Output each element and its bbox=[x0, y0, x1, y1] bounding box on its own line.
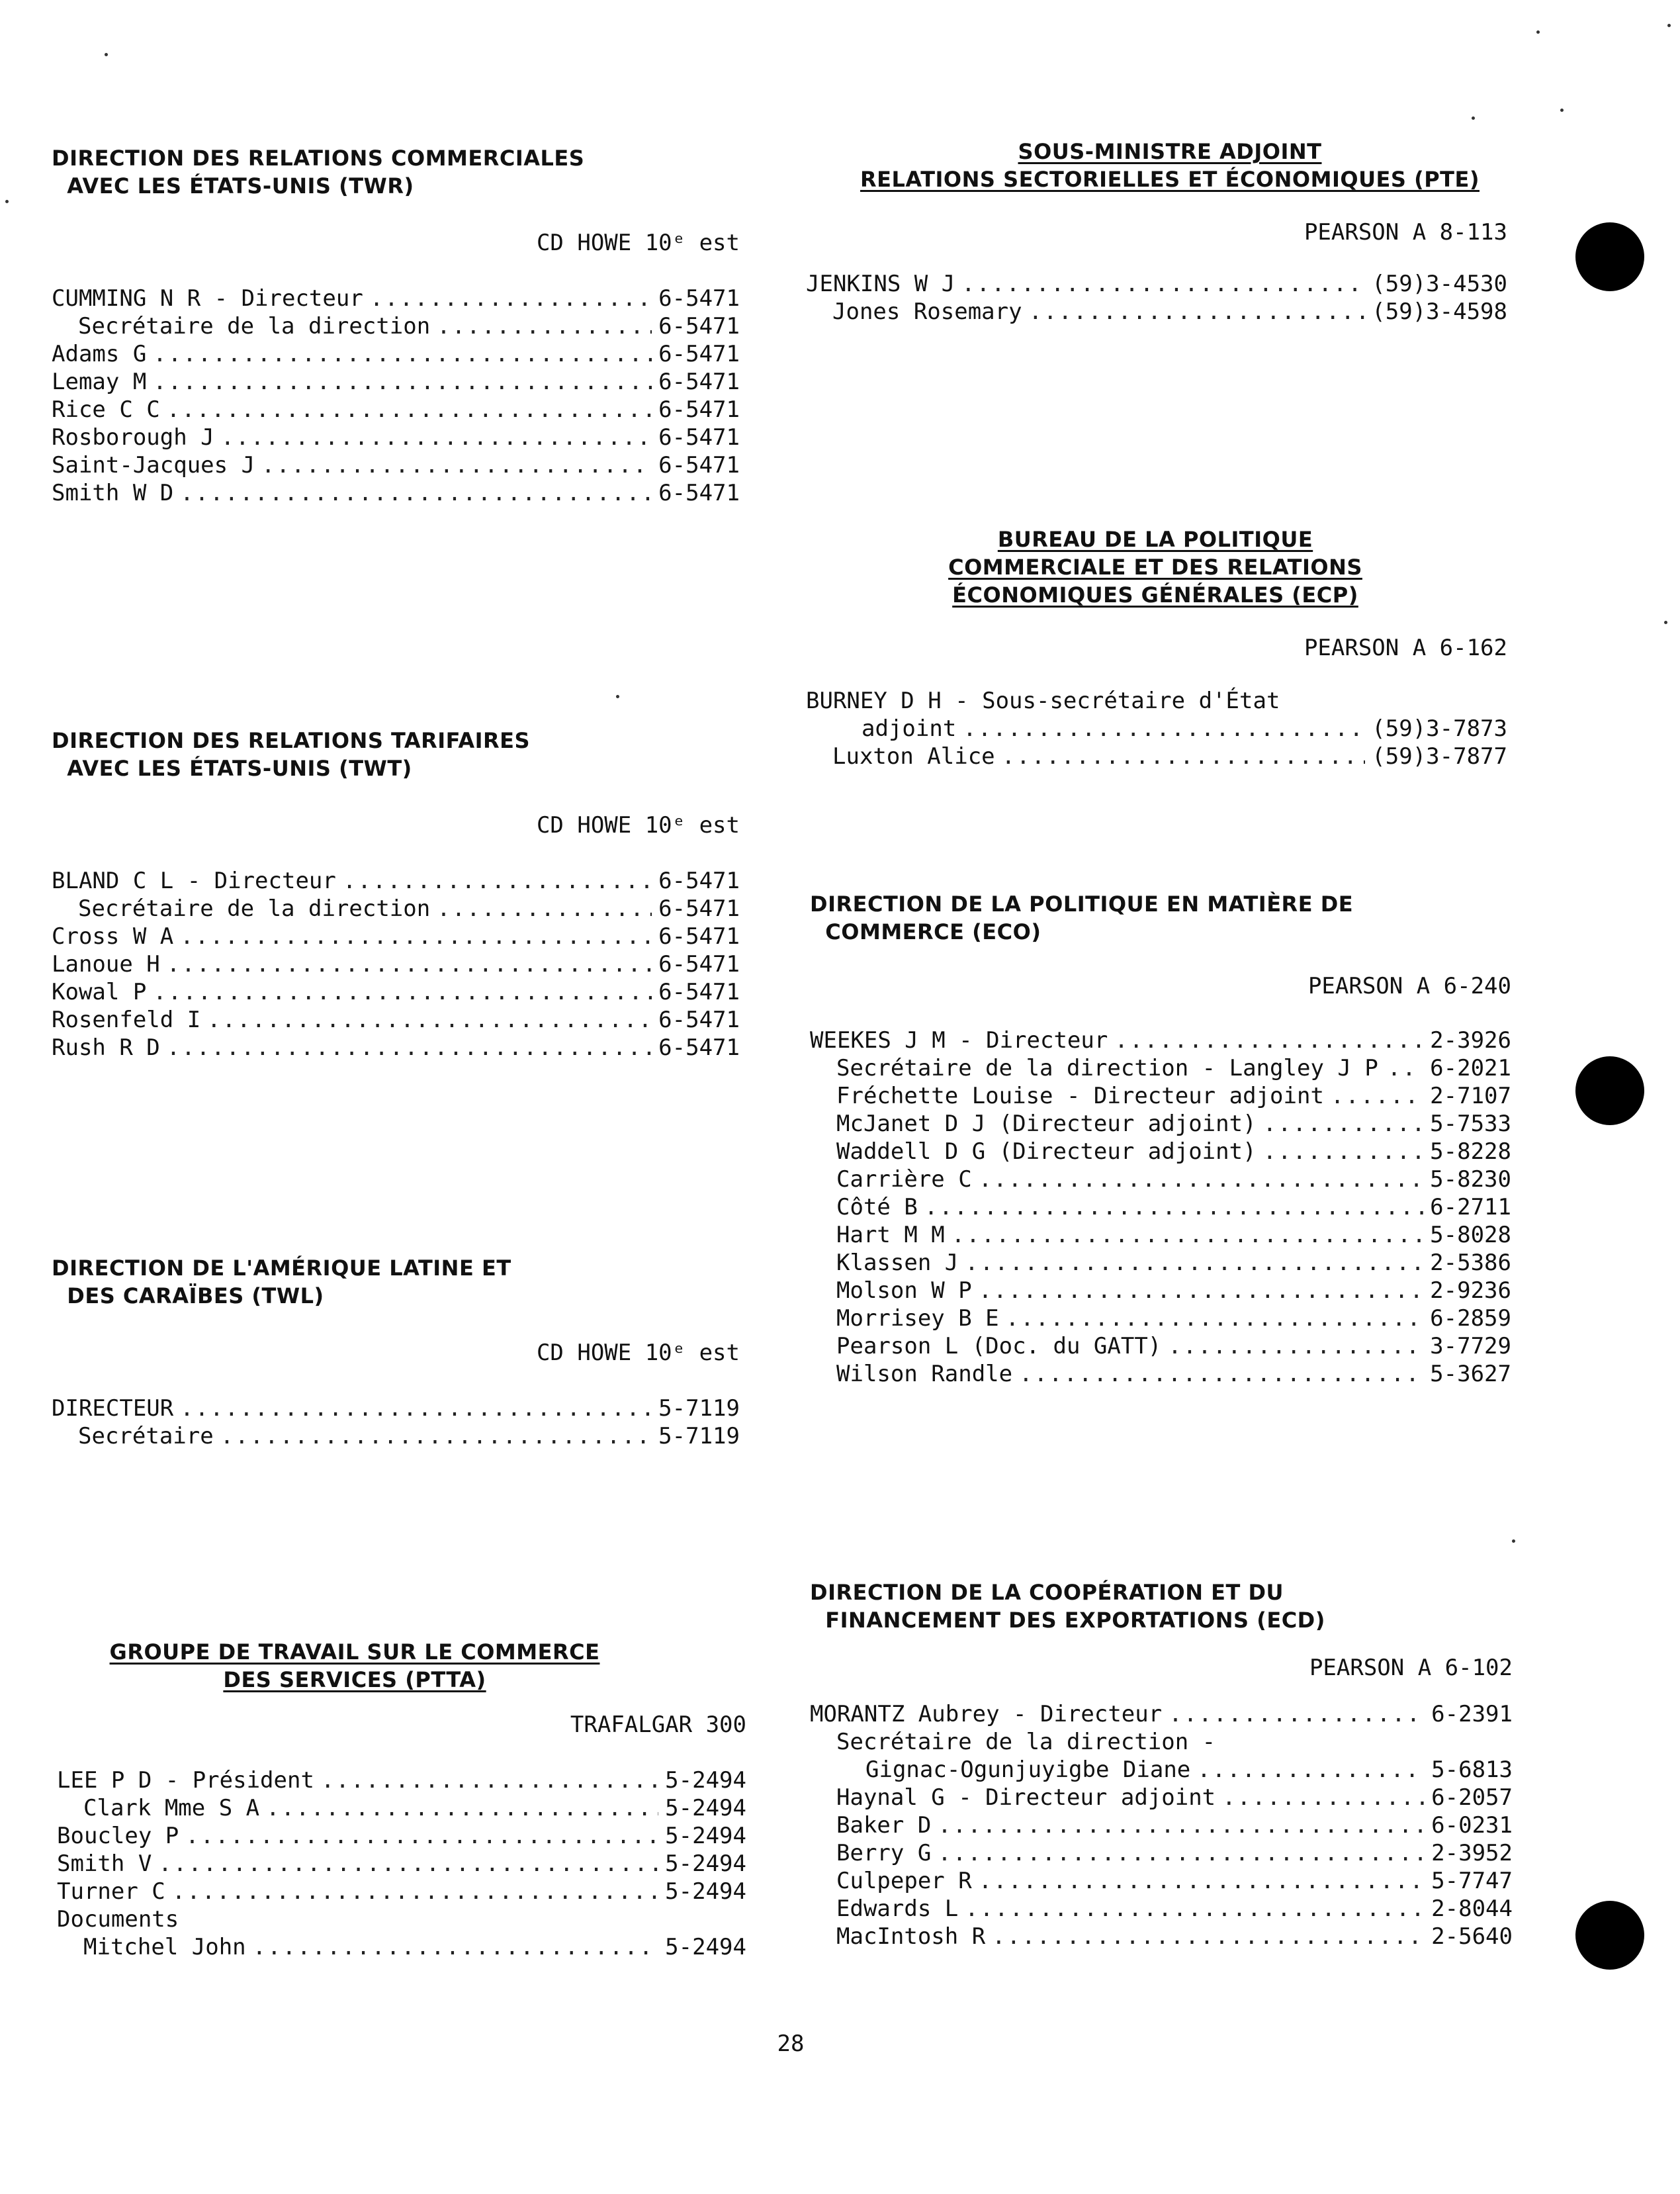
section-title: GROUPE DE TRAVAIL SUR LE COMMERCE DES SERVICES (PTTA) bbox=[109, 1639, 600, 1692]
scan-speck bbox=[1472, 116, 1475, 120]
list-item: Adams G ..... 6-5471 bbox=[52, 340, 740, 368]
list-item: Edwards L ..... 2-8044 bbox=[810, 1895, 1513, 1923]
section-title: SOUS-MINISTRE ADJOINT RELATIONS SECTORIELLES ET ÉCONOMIQUES (PTE) bbox=[860, 139, 1480, 192]
list-item: Jones Rosemary ..... (59)3-4598 bbox=[806, 298, 1507, 326]
list-item: Kowal P ..... 6-5471 bbox=[52, 978, 740, 1006]
list-item: Secrétaire de la direction - Langley J P ..... 6-2021 bbox=[810, 1054, 1511, 1082]
scan-speck bbox=[1512, 1539, 1515, 1543]
entry-list bbox=[806, 270, 1507, 326]
location: PEARSON A 6-102 bbox=[1309, 1655, 1513, 1681]
scan-speck bbox=[616, 695, 619, 698]
list-item: CUMMING N R - Directeur ..... 6-5471 bbox=[52, 285, 740, 312]
list-item: BLAND C L - Directeur ..... 6-5471 bbox=[52, 867, 740, 895]
list-item: adjoint ..... (59)3-7873 bbox=[806, 715, 1507, 743]
list-item: Saint-Jacques J ..... 6-5471 bbox=[52, 451, 740, 479]
list-item: Pearson L (Doc. du GATT) ..... 3-7729 bbox=[810, 1332, 1511, 1360]
list-item: Secrétaire ..... 5-7119 bbox=[52, 1422, 740, 1450]
list-item: Turner C ..... 5-2494 bbox=[57, 1878, 746, 1905]
location: PEARSON A 8-113 bbox=[1304, 219, 1507, 246]
list-item: Luxton Alice ..... (59)3-7877 bbox=[806, 743, 1507, 770]
list-item: Klassen J ..... 2-5386 bbox=[810, 1249, 1511, 1277]
section-title: DIRECTION DE L'AMÉRIQUE LATINE ET DES CARAÏBES (TWL) bbox=[52, 1256, 511, 1308]
list-item: Clark Mme S A ..... 5-2494 bbox=[57, 1794, 746, 1822]
location: TRAFALGAR 300 bbox=[570, 1712, 746, 1738]
entry-list bbox=[57, 1766, 746, 1961]
list-item: Wilson Randle ..... 5-3627 bbox=[810, 1360, 1511, 1388]
list-item: Carrière C ..... 5-8230 bbox=[810, 1166, 1511, 1193]
list-item: MORANTZ Aubrey - Directeur ..... 6-2391 bbox=[810, 1700, 1513, 1728]
scan-speck bbox=[1664, 621, 1667, 624]
list-item: Molson W P ..... 2-9236 bbox=[810, 1277, 1511, 1304]
location: CD HOWE 10ᵉ est bbox=[536, 812, 740, 839]
list-item: Documents bbox=[57, 1906, 179, 1933]
entry-list bbox=[52, 867, 740, 1062]
list-item: Gignac-Ogunjuyigbe Diane ..... 5-6813 bbox=[810, 1756, 1513, 1784]
list-item: Haynal G - Directeur adjoint ..... 6-2057 bbox=[810, 1784, 1513, 1811]
list-item: Lanoue H ..... 6-5471 bbox=[52, 950, 740, 978]
location: CD HOWE 10ᵉ est bbox=[536, 230, 740, 256]
location: PEARSON A 6-162 bbox=[1304, 635, 1507, 661]
list-item: Berry G ..... 2-3952 bbox=[810, 1839, 1513, 1867]
scan-speck bbox=[1560, 109, 1564, 112]
list-item: MacIntosh R ..... 2-5640 bbox=[810, 1923, 1513, 1950]
section-twt bbox=[52, 727, 740, 1062]
list-item: Rush R D ..... 6-5471 bbox=[52, 1034, 740, 1062]
list-item: Secrétaire de la direction ..... 6-5471 bbox=[52, 895, 740, 923]
section-title: DIRECTION DES RELATIONS TARIFAIRES AVEC LES ÉTATS-UNIS (TWT) bbox=[52, 728, 531, 781]
list-item: Secrétaire de la direction ..... 6-5471 bbox=[52, 312, 740, 340]
list-item: Smith W D ..... 6-5471 bbox=[52, 479, 740, 507]
section-pte bbox=[806, 138, 1507, 326]
scan-speck bbox=[5, 200, 9, 203]
list-item: Lemay M ..... 6-5471 bbox=[52, 368, 740, 396]
entry-list bbox=[52, 285, 740, 507]
section-twr bbox=[52, 144, 740, 507]
section-twl bbox=[52, 1254, 740, 1450]
list-item: Culpeper R ..... 5-7747 bbox=[810, 1867, 1513, 1895]
list-item: WEEKES J M - Directeur ..... 2-3926 bbox=[810, 1027, 1511, 1054]
location: PEARSON A 6-240 bbox=[1307, 973, 1511, 999]
entry-list bbox=[52, 1394, 740, 1450]
list-item: Baker D ..... 6-0231 bbox=[810, 1811, 1513, 1839]
location: CD HOWE 10ᵉ est bbox=[536, 1340, 740, 1366]
scan-speck bbox=[1536, 30, 1540, 34]
list-item: LEE P D - Président ..... 5-2494 bbox=[57, 1766, 746, 1794]
list-item: Rosborough J ..... 6-5471 bbox=[52, 424, 740, 451]
list-item: Boucley P ..... 5-2494 bbox=[57, 1822, 746, 1850]
list-item: McJanet D J (Directeur adjoint) ..... 5-7533 bbox=[810, 1110, 1511, 1138]
list-item: Hart M M ..... 5-8028 bbox=[810, 1221, 1511, 1249]
list-item: Fréchette Louise - Directeur adjoint ..... 2-7107 bbox=[810, 1082, 1511, 1110]
list-item: BURNEY D H - Sous-secrétaire d'État bbox=[806, 688, 1280, 714]
entry-list bbox=[810, 1027, 1511, 1388]
entry-list bbox=[806, 687, 1507, 770]
section-title: DIRECTION DE LA COOPÉRATION ET DU FINANCEMENT DES EXPORTATIONS (ECD) bbox=[810, 1580, 1325, 1633]
list-item: Secrétaire de la direction - bbox=[836, 1729, 1216, 1755]
list-item: Smith V ..... 5-2494 bbox=[57, 1850, 746, 1878]
section-ptta bbox=[57, 1638, 746, 1961]
entry-list bbox=[810, 1700, 1513, 1950]
section-title: BUREAU DE LA POLITIQUE COMMERCIALE ET DES RELATIONS ÉCONOMIQUES GÉNÉRALES (ECP) bbox=[948, 527, 1362, 608]
list-item: Cross W A ..... 6-5471 bbox=[52, 923, 740, 950]
list-item: Côté B ..... 6-2711 bbox=[810, 1193, 1511, 1221]
section-title: DIRECTION DES RELATIONS COMMERCIALES AVEC LES ÉTATS-UNIS (TWR) bbox=[52, 146, 585, 199]
list-item: Mitchel John ..... 5-2494 bbox=[57, 1933, 746, 1961]
scan-speck bbox=[1667, 24, 1671, 27]
section-ecp bbox=[806, 526, 1507, 770]
page-number: 28 bbox=[777, 2031, 805, 2057]
section-eco bbox=[810, 890, 1511, 1388]
list-item: JENKINS W J ..... (59)3-4530 bbox=[806, 270, 1507, 298]
list-item: Waddell D G (Directeur adjoint) ..... 5-8228 bbox=[810, 1138, 1511, 1166]
section-ecd bbox=[810, 1578, 1513, 1950]
punch-hole bbox=[1575, 1901, 1644, 1970]
list-item: DIRECTEUR ..... 5-7119 bbox=[52, 1394, 740, 1422]
list-item: Rosenfeld I ..... 6-5471 bbox=[52, 1006, 740, 1034]
scan-speck bbox=[105, 53, 108, 56]
list-item: Morrisey B E ..... 6-2859 bbox=[810, 1304, 1511, 1332]
punch-hole bbox=[1575, 222, 1644, 291]
section-title: DIRECTION DE LA POLITIQUE EN MATIÈRE DE COMMERCE (ECO) bbox=[810, 891, 1354, 944]
punch-hole bbox=[1575, 1056, 1644, 1125]
list-item: Rice C C ..... 6-5471 bbox=[52, 396, 740, 424]
